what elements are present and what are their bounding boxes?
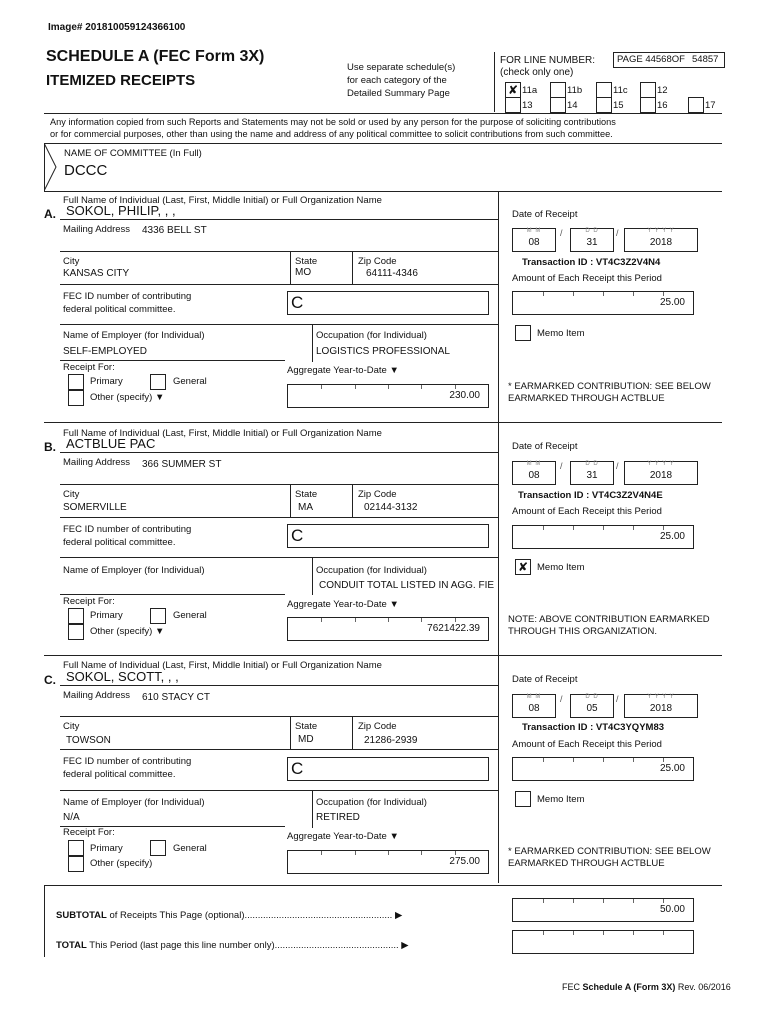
schedule-title: SCHEDULE A (FEC Form 3X) bbox=[46, 48, 265, 65]
digit-separator bbox=[573, 758, 574, 762]
entry-c-city-label: City bbox=[63, 721, 80, 732]
entry-b-date-label: Date of Receipt bbox=[512, 441, 578, 452]
entry-a-fecid-field[interactable] bbox=[287, 291, 489, 315]
entry-c-address[interactable]: 610 STACY CT bbox=[142, 692, 210, 703]
entry-c-state-label: State bbox=[295, 721, 318, 732]
digit-separator bbox=[573, 526, 574, 530]
line-number-label: FOR LINE NUMBER: bbox=[500, 55, 596, 66]
entry-c-aggregate-field[interactable] bbox=[287, 850, 489, 874]
entry-a-zip[interactable]: 64111-4346 bbox=[366, 268, 418, 279]
entry-a-employer-label: Name of Employer (for Individual) bbox=[63, 330, 205, 341]
entry-c-zip-label: Zip Code bbox=[358, 721, 397, 732]
digit-separator bbox=[388, 385, 389, 389]
entry-b-amount-label: Amount of Each Receipt this Period bbox=[512, 506, 662, 517]
entry-a-mailing-label: Mailing Address bbox=[63, 224, 131, 235]
entry-a-fecid-c: C bbox=[291, 293, 304, 312]
digit-separator bbox=[421, 385, 422, 389]
entry-b-note-2: THROUGH THIS ORGANIZATION. bbox=[508, 626, 658, 637]
entry-b-occupation[interactable]: CONDUIT TOTAL LISTED IN AGG. FIE bbox=[319, 580, 495, 591]
entry-c-memo-checkbox[interactable] bbox=[515, 791, 531, 807]
entry-a-employer[interactable]: SELF-EMPLOYED bbox=[63, 346, 147, 357]
digit-separator bbox=[603, 931, 604, 935]
digit-separator bbox=[355, 618, 356, 622]
check-only-one: (check only one) bbox=[500, 67, 574, 78]
entry-a-amount: 25.00 bbox=[659, 297, 685, 308]
subtotal-value: 50.00 bbox=[659, 904, 685, 915]
down-arrow-icon: ▼ bbox=[389, 831, 399, 842]
entry-a-aggregate-field[interactable] bbox=[287, 384, 489, 408]
entry-a-general-checkbox[interactable] bbox=[150, 374, 166, 390]
digit-separator bbox=[388, 851, 389, 855]
down-arrow-icon: ▼ bbox=[154, 626, 165, 637]
entry-a-amount-field[interactable] bbox=[512, 291, 694, 315]
entry-b-city[interactable]: SOMERVILLE bbox=[63, 502, 127, 513]
line-17-label: 17 bbox=[705, 100, 716, 111]
line-15-label: 15 bbox=[613, 100, 624, 111]
digit-separator bbox=[603, 899, 604, 903]
entry-c-fecid-label-2: federal political committee. bbox=[63, 769, 176, 780]
entry-a-receipt-for: Receipt For: bbox=[63, 362, 115, 373]
entry-b-state[interactable]: MA bbox=[298, 502, 313, 513]
entry-c-year: 2018 bbox=[649, 703, 673, 714]
entry-a-fecid-label-1: FEC ID number of contributing bbox=[63, 291, 192, 302]
line-12-label: 12 bbox=[657, 85, 668, 96]
entry-a-date-label: Date of Receipt bbox=[512, 209, 578, 220]
digit-separator bbox=[633, 758, 634, 762]
digit-separator bbox=[603, 758, 604, 762]
entry-a-address[interactable]: 4336 BELL ST bbox=[142, 225, 207, 236]
entry-b-memo-checkbox[interactable] bbox=[515, 559, 531, 575]
entry-b-general-label: General bbox=[173, 610, 207, 621]
entry-b-memo-label: Memo Item bbox=[537, 562, 585, 573]
entry-c-employer-label: Name of Employer (for Individual) bbox=[63, 797, 205, 808]
entry-c-fecid-label-1: FEC ID number of contributing bbox=[63, 756, 192, 767]
entry-a-letter: A. bbox=[44, 207, 56, 221]
entry-c-state[interactable]: MD bbox=[298, 734, 314, 745]
line-13-label: 13 bbox=[522, 100, 533, 111]
committee-label: NAME OF COMMITTEE (In Full) bbox=[64, 148, 202, 159]
digit-separator bbox=[543, 758, 544, 762]
digit-separator bbox=[543, 526, 544, 530]
entry-c-aggregate-label: Aggregate Year-to-Date ▼ bbox=[287, 831, 399, 842]
entry-a-primary-checkbox[interactable] bbox=[68, 374, 84, 390]
entry-b-fecid-label-1: FEC ID number of contributing bbox=[63, 524, 192, 535]
entry-b-day: 31 bbox=[586, 470, 598, 481]
entry-c-amount-label: Amount of Each Receipt this Period bbox=[512, 739, 662, 750]
entry-a-state[interactable]: MO bbox=[295, 267, 312, 278]
entry-b-amount: 25.00 bbox=[659, 531, 685, 542]
line-17-checkbox[interactable] bbox=[688, 97, 704, 113]
digit-separator bbox=[573, 899, 574, 903]
entry-b-year: 2018 bbox=[649, 470, 673, 481]
line-11c-checkbox[interactable] bbox=[596, 82, 612, 98]
entry-c-letter: C. bbox=[44, 673, 56, 687]
digit-separator bbox=[321, 851, 322, 855]
line-11b-checkbox[interactable] bbox=[550, 82, 566, 98]
entry-a-name[interactable]: SOKOL, PHILIP, , , bbox=[66, 203, 176, 218]
line-11a-checkbox[interactable] bbox=[505, 82, 521, 98]
subtotal-field[interactable] bbox=[512, 898, 694, 922]
entry-c-note-2: EARMARKED THROUGH ACTBLUE bbox=[508, 858, 665, 869]
digit-separator bbox=[421, 618, 422, 622]
entry-b-receipt-for: Receipt For: bbox=[63, 596, 115, 607]
entry-a-other-label: Other (specify) ▼ bbox=[90, 392, 165, 403]
check-mark-icon: ✘ bbox=[517, 560, 529, 574]
committee-name: DCCC bbox=[64, 162, 108, 179]
entry-b-year-field[interactable]: Y Y Y Y 2018 bbox=[624, 461, 698, 485]
entry-b-note-1: NOTE: ABOVE CONTRIBUTION EARMARKED bbox=[508, 614, 710, 625]
digit-separator bbox=[321, 618, 322, 622]
entry-c-primary-label: Primary bbox=[90, 843, 123, 854]
entry-b-city-label: City bbox=[63, 489, 80, 500]
entry-c-receipt-for: Receipt For: bbox=[63, 827, 115, 838]
entry-c-occupation-label: Occupation (for Individual) bbox=[316, 797, 427, 808]
entry-c-month-field[interactable]: M M 08 bbox=[512, 694, 556, 718]
entry-a-memo-label: Memo Item bbox=[537, 328, 585, 339]
entry-b-address[interactable]: 366 SUMMER ST bbox=[142, 459, 222, 470]
entry-b-aggregate-field[interactable] bbox=[287, 617, 489, 641]
entry-a-city[interactable]: KANSAS CITY bbox=[63, 268, 130, 279]
entry-b-letter: B. bbox=[44, 440, 56, 454]
total-field[interactable] bbox=[512, 930, 694, 954]
entry-c-general-label: General bbox=[173, 843, 207, 854]
digit-separator bbox=[663, 292, 664, 296]
entry-c-day: 05 bbox=[586, 703, 598, 714]
entry-b-fecid-field[interactable] bbox=[287, 524, 489, 548]
page-number-box bbox=[613, 52, 725, 68]
entry-b-fullname-label: Full Name of Individual (Last, First, Middle Initial) or Full Organization Name bbox=[63, 428, 382, 439]
entry-b-other-label: Other (specify) ▼ bbox=[90, 626, 165, 637]
entry-c-other-checkbox[interactable] bbox=[68, 856, 84, 872]
entry-c-city[interactable]: TOWSON bbox=[66, 735, 111, 746]
entry-a-fecid-label-2: federal political committee. bbox=[63, 304, 176, 315]
entry-b-fecid-c: C bbox=[291, 526, 304, 545]
entry-a-city-label: City bbox=[63, 256, 80, 267]
arrow-right-icon: ▶ bbox=[394, 910, 403, 921]
entry-c-occupation[interactable]: RETIRED bbox=[316, 812, 360, 823]
digit-separator bbox=[455, 618, 456, 622]
digit-separator bbox=[573, 931, 574, 935]
page-label: PAGE 44568OF bbox=[617, 54, 685, 65]
line-14-label: 14 bbox=[567, 100, 578, 111]
entry-c-memo-label: Memo Item bbox=[537, 794, 585, 805]
digit-separator bbox=[663, 526, 664, 530]
entry-b-zip-label: Zip Code bbox=[358, 489, 397, 500]
total-label: TOTAL This Period (last page this line number only)............................................... ▶ bbox=[56, 940, 409, 951]
digit-separator bbox=[455, 385, 456, 389]
entry-a-day: 31 bbox=[586, 237, 598, 248]
line-12-checkbox[interactable] bbox=[640, 82, 656, 98]
line-16-checkbox[interactable] bbox=[640, 97, 656, 113]
entry-b-state-label: State bbox=[295, 489, 318, 500]
arrow-right-icon: ▶ bbox=[401, 940, 409, 951]
digit-separator bbox=[663, 899, 664, 903]
entry-b-primary-label: Primary bbox=[90, 610, 123, 621]
entry-a-transaction-id: Transaction ID : VT4C3Z2V4N4 bbox=[522, 257, 661, 268]
entry-a-year: 2018 bbox=[649, 237, 673, 248]
entry-c-transaction-id: Transaction ID : VT4C3YQYM83 bbox=[522, 722, 665, 733]
entry-a-day-field[interactable]: D D 31 bbox=[570, 228, 614, 252]
down-arrow-icon: ▼ bbox=[389, 599, 399, 610]
entry-b-employer-label: Name of Employer (for Individual) bbox=[63, 565, 205, 576]
entry-a-aggregate: 230.00 bbox=[449, 390, 480, 401]
entry-c-mailing-label: Mailing Address bbox=[63, 690, 131, 701]
image-id: Image# 201810059124366100 bbox=[48, 22, 186, 33]
entry-a-general-label: General bbox=[173, 376, 207, 387]
line-16-label: 16 bbox=[657, 100, 668, 111]
entry-b-amount-field[interactable] bbox=[512, 525, 694, 549]
entry-a-primary-label: Primary bbox=[90, 376, 123, 387]
entry-c-fecid-c: C bbox=[291, 759, 304, 778]
digit-separator bbox=[455, 851, 456, 855]
entry-a-month: 08 bbox=[528, 237, 540, 248]
line-14-checkbox[interactable] bbox=[550, 97, 566, 113]
digit-separator bbox=[663, 758, 664, 762]
digit-separator bbox=[633, 899, 634, 903]
notice-line-2: or for commercial purposes, other than using the name and address of any political committee to solicit contributions from such committee. bbox=[50, 129, 613, 139]
digit-separator bbox=[321, 385, 322, 389]
entry-c-date-label: Date of Receipt bbox=[512, 674, 578, 685]
entry-a-note-2: EARMARKED THROUGH ACTBLUE bbox=[508, 393, 665, 404]
entry-b-mailing-label: Mailing Address bbox=[63, 457, 131, 468]
digit-separator bbox=[603, 292, 604, 296]
entry-b-month: 08 bbox=[528, 470, 540, 481]
form-footer: FEC Schedule A (Form 3X) Rev. 06/2016 bbox=[562, 982, 731, 992]
line-11b-label: 11b bbox=[567, 85, 583, 96]
entry-c-fullname-label: Full Name of Individual (Last, First, Middle Initial) or Full Organization Name bbox=[63, 660, 382, 671]
entry-b-transaction-id: Transaction ID : VT4C3Z2V4N4E bbox=[518, 490, 663, 501]
down-arrow-icon: ▼ bbox=[389, 365, 399, 376]
entry-c-general-checkbox[interactable] bbox=[150, 840, 166, 856]
check-mark-icon: ✘ bbox=[507, 83, 519, 97]
entry-b-month-field[interactable]: M M 08 bbox=[512, 461, 556, 485]
digit-separator bbox=[663, 931, 664, 935]
digit-separator bbox=[355, 851, 356, 855]
notice-line-1: Any information copied from such Reports and Statements may not be sold or used by any person for the purpose of soliciting contributions bbox=[50, 117, 616, 127]
entry-b-aggregate: 7621422.39 bbox=[427, 623, 480, 634]
entry-b-primary-checkbox[interactable] bbox=[68, 608, 84, 624]
entry-c-day-field[interactable]: D D 05 bbox=[570, 694, 614, 718]
digit-separator bbox=[543, 292, 544, 296]
digit-separator bbox=[633, 931, 634, 935]
entry-a-fullname-label: Full Name of Individual (Last, First, Middle Initial) or Full Organization Name bbox=[63, 195, 382, 206]
entry-c-other-label: Other (specify) bbox=[90, 858, 153, 869]
entry-a-amount-label: Amount of Each Receipt this Period bbox=[512, 273, 662, 284]
entry-c-note-1: * EARMARKED CONTRIBUTION: SEE BELOW bbox=[508, 846, 711, 857]
entry-c-amount-field[interactable] bbox=[512, 757, 694, 781]
entry-a-memo-checkbox[interactable] bbox=[515, 325, 531, 341]
entry-c-name[interactable]: SOKOL, SCOTT, , , bbox=[66, 669, 179, 684]
instruction-line-3: Detailed Summary Page bbox=[347, 88, 450, 99]
entry-a-note-1: * EARMARKED CONTRIBUTION: SEE BELOW bbox=[508, 381, 711, 392]
committee-bracket-icon bbox=[44, 143, 58, 191]
digit-separator bbox=[355, 385, 356, 389]
entry-a-occupation-label: Occupation (for Individual) bbox=[316, 330, 427, 341]
digit-separator bbox=[633, 292, 634, 296]
entry-b-fecid-label-2: federal political committee. bbox=[63, 537, 176, 548]
entry-a-year-field[interactable]: Y Y Y Y 2018 bbox=[624, 228, 698, 252]
entry-a-aggregate-label: Aggregate Year-to-Date ▼ bbox=[287, 365, 399, 376]
down-arrow-icon: ▼ bbox=[154, 392, 165, 403]
digit-separator bbox=[573, 292, 574, 296]
entry-a-occupation[interactable]: LOGISTICS PROFESSIONAL bbox=[316, 346, 450, 357]
entry-a-other-checkbox[interactable] bbox=[68, 390, 84, 406]
entry-a-zip-label: Zip Code bbox=[358, 256, 397, 267]
digit-separator bbox=[421, 851, 422, 855]
entry-c-fecid-field[interactable] bbox=[287, 757, 489, 781]
entry-b-day-field[interactable]: D D 31 bbox=[570, 461, 614, 485]
instruction-line-2: for each category of the bbox=[347, 75, 447, 86]
entry-b-aggregate-label: Aggregate Year-to-Date ▼ bbox=[287, 599, 399, 610]
digit-separator bbox=[603, 526, 604, 530]
entry-c-primary-checkbox[interactable] bbox=[68, 840, 84, 856]
entry-c-aggregate: 275.00 bbox=[449, 856, 480, 867]
page-total: 54857 bbox=[692, 54, 719, 65]
subtotal-label: SUBTOTAL of Receipts This Page (optional)........................................................ ▶ bbox=[56, 910, 403, 921]
digit-separator bbox=[388, 618, 389, 622]
entry-c-employer[interactable]: N/A bbox=[63, 812, 80, 823]
entry-b-occupation-label: Occupation (for Individual) bbox=[316, 565, 427, 576]
line-11a-label: 11a bbox=[522, 85, 538, 96]
entry-b-general-checkbox[interactable] bbox=[150, 608, 166, 624]
line-11c-label: 11c bbox=[613, 85, 628, 96]
line-15-checkbox[interactable] bbox=[596, 97, 612, 113]
entry-b-name[interactable]: ACTBLUE PAC bbox=[66, 436, 156, 451]
digit-separator bbox=[633, 526, 634, 530]
entry-c-year-field[interactable]: Y Y Y Y 2018 bbox=[624, 694, 698, 718]
entry-a-month-field[interactable]: M M 08 bbox=[512, 228, 556, 252]
entry-b-other-checkbox[interactable] bbox=[68, 624, 84, 640]
digit-separator bbox=[543, 899, 544, 903]
entry-c-month: 08 bbox=[528, 703, 540, 714]
digit-separator bbox=[543, 931, 544, 935]
instruction-line-1: Use separate schedule(s) bbox=[347, 62, 456, 73]
entry-c-amount: 25.00 bbox=[659, 763, 685, 774]
line-13-checkbox[interactable] bbox=[505, 97, 521, 113]
entry-b-zip[interactable]: 02144-3132 bbox=[364, 502, 418, 513]
entry-c-zip[interactable]: 21286-2939 bbox=[364, 735, 418, 746]
schedule-subtitle: ITEMIZED RECEIPTS bbox=[46, 72, 196, 89]
entry-a-state-label: State bbox=[295, 256, 318, 267]
